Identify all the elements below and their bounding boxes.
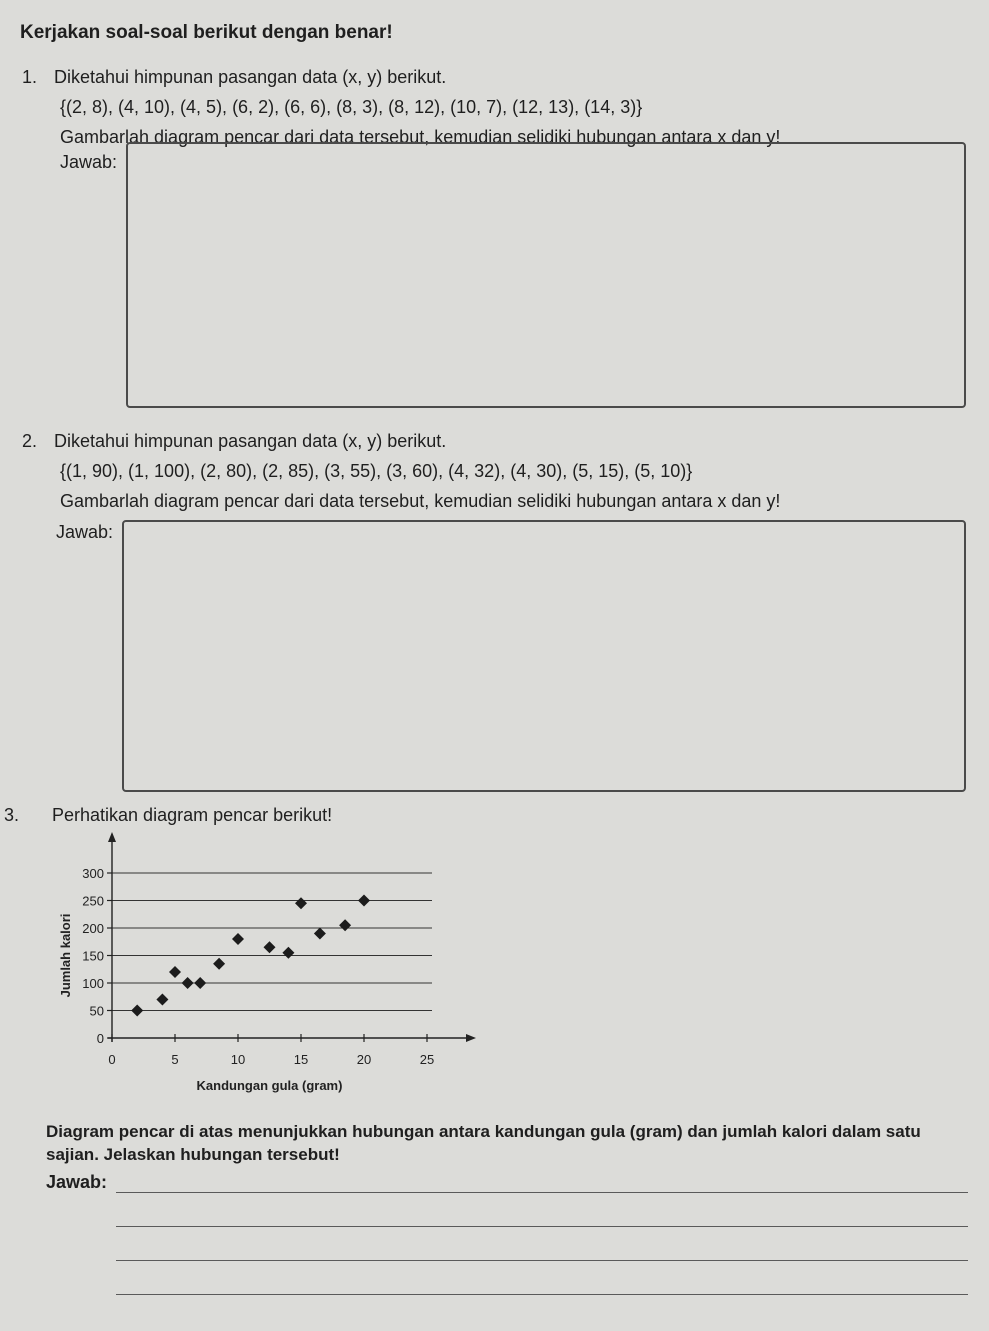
data-point	[358, 895, 370, 907]
question-data-set: {(1, 90), (1, 100), (2, 80), (2, 85), (3, 55), (3, 60), (4, 32), (4, 30), (5, 15), (5, 10)}	[60, 461, 693, 481]
x-tick-label: 25	[419, 1052, 435, 1067]
x-tick-label: 0	[108, 1052, 116, 1067]
x-tick-label: 15	[293, 1052, 309, 1067]
question-number: 3.	[4, 805, 20, 825]
question-intro: Perhatikan diagram pencar berikut!	[52, 805, 333, 825]
data-point	[156, 994, 168, 1006]
question-3	[4, 800, 954, 830]
x-axis-arrow	[466, 1034, 476, 1042]
question-3-description: Diagram pencar di atas menunjukkan hubungan antara kandungan gula (gram) dan jumlah kalori dalam satu sajian. Jelaskan hubungan tersebut!	[46, 1122, 921, 1164]
question-number: 2.	[22, 431, 38, 451]
answer-box-2[interactable]	[122, 520, 966, 792]
worksheet-heading: Kerjakan soal-soal berikut dengan benar!	[20, 22, 393, 43]
question-intro: Diketahui himpunan pasangan data (x, y) berikut.	[54, 67, 447, 87]
data-point	[314, 928, 326, 940]
question-task: Gambarlah diagram pencar dari data tersebut, kemudian selidiki hubungan antara x dan y!	[60, 491, 781, 511]
answer-label: Jawab:	[60, 152, 118, 172]
scatter-chart	[40, 830, 500, 1100]
data-point	[213, 958, 225, 970]
data-point	[339, 919, 351, 931]
data-point	[264, 941, 276, 953]
x-axis-label: Kandungan gula (gram)	[196, 1078, 343, 1093]
question-number: 1.	[22, 67, 38, 87]
x-tick-label: 10	[230, 1052, 246, 1067]
data-point	[295, 897, 307, 909]
data-point	[194, 977, 206, 989]
data-point	[169, 966, 181, 978]
y-tick-label: 0	[96, 1031, 104, 1046]
question-1	[22, 62, 972, 152]
y-tick-label: 200	[82, 921, 104, 936]
answer-line[interactable]	[116, 1260, 968, 1261]
data-point	[131, 1005, 143, 1017]
answer-line[interactable]	[116, 1294, 968, 1295]
y-tick-label: 250	[82, 893, 104, 909]
y-axis-label: Jumlah kalori	[58, 913, 73, 998]
y-tick-label: 50	[89, 1003, 104, 1019]
data-point	[182, 977, 194, 989]
question-2	[22, 426, 972, 516]
scatter-chart-svg	[40, 830, 500, 1100]
question-data-set: {(2, 8), (4, 10), (4, 5), (6, 2), (6, 6), (8, 3), (8, 12), (10, 7), (12, 13), (14, 3)}	[60, 97, 643, 117]
data-point	[232, 933, 244, 945]
answer-line[interactable]	[116, 1192, 968, 1193]
answer-label: Jawab:	[56, 522, 114, 542]
answer-box-1[interactable]	[126, 142, 966, 408]
question-intro: Diketahui himpunan pasangan data (x, y) berikut.	[54, 431, 447, 451]
y-tick-label: 150	[82, 948, 104, 964]
x-tick-label: 20	[356, 1052, 372, 1067]
y-axis-arrow	[108, 832, 116, 842]
answer-label: Jawab:	[46, 1172, 108, 1192]
y-tick-label: 100	[82, 976, 104, 991]
question-task: Gambarlah diagram pencar dari data tersebut, kemudian selidiki hubungan antara x dan y!	[60, 127, 781, 147]
answer-line[interactable]	[116, 1226, 968, 1227]
y-tick-label: 300	[82, 866, 104, 881]
data-point	[282, 947, 294, 959]
x-tick-label: 5	[171, 1052, 179, 1067]
